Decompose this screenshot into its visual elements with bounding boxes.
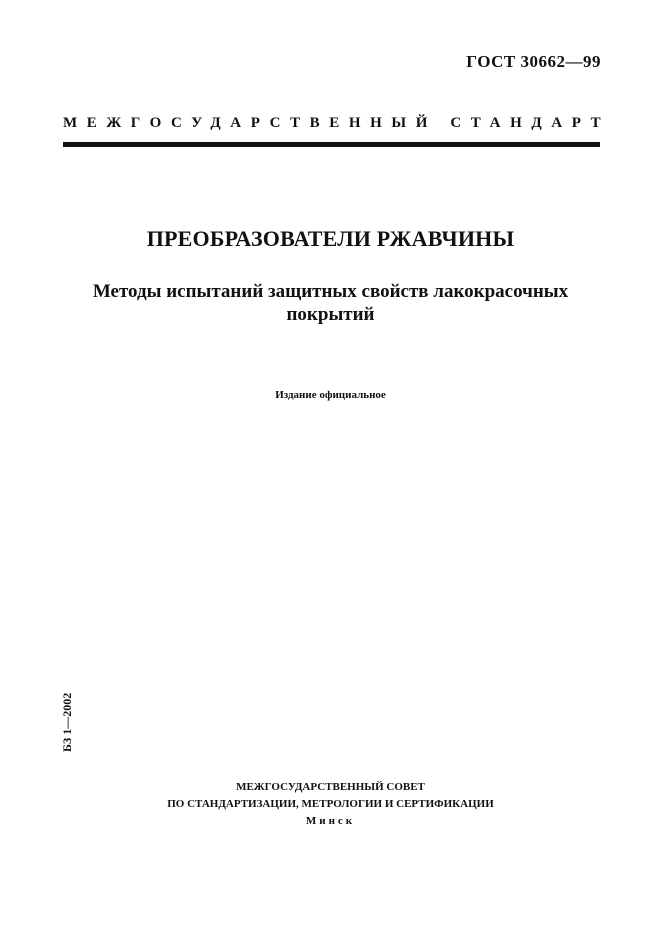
subtitle-line-2: покрытий xyxy=(286,304,375,325)
document-subtitle xyxy=(60,280,601,326)
header-divider xyxy=(63,142,600,147)
side-code: БЗ 1—2002 xyxy=(60,692,74,752)
edition-note: Издание официальное xyxy=(275,389,386,401)
standard-type-heading: МЕЖГОСУДАРСТВЕННЫЙ СТАНДАРТ xyxy=(63,115,611,131)
subtitle-line-1: Методы испытаний защитных свойств лакокрасочных xyxy=(92,281,569,302)
document-number: ГОСТ 30662—99 xyxy=(466,52,601,71)
document-title: ПРЕОБРАЗОВАТЕЛИ РЖАВЧИНЫ xyxy=(146,226,515,251)
publisher-block xyxy=(0,779,661,830)
publisher-line-2: ПО СТАНДАРТИЗАЦИИ, МЕТРОЛОГИИ И СЕРТИФИКАЦИИ xyxy=(167,798,494,810)
publisher-line-1: МЕЖГОСУДАРСТВЕННЫЙ СОВЕТ xyxy=(236,781,425,793)
publisher-city: Минск xyxy=(305,815,356,827)
